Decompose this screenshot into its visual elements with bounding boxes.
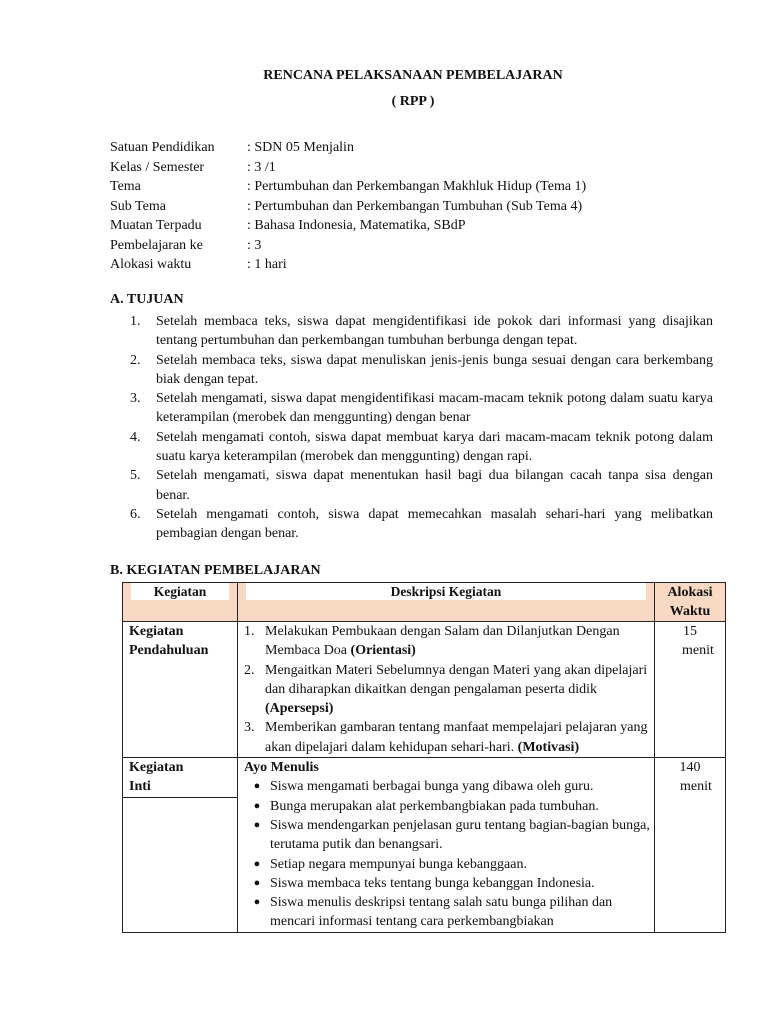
item-number: 6. — [130, 506, 141, 522]
info-value: : SDN 05 Menjalin — [247, 140, 354, 155]
table-row — [123, 758, 726, 933]
info-label: Satuan Pendidikan — [110, 140, 215, 155]
item-text: Setiap negara mempunyai bunga kebanggaan. — [270, 856, 527, 872]
item-number: 3. — [130, 391, 141, 407]
item-text: Siswa membaca teks tentang bunga kebanggan Indonesia. — [270, 875, 595, 891]
item-text: Setelah mengamati contoh, siswa dapat membuat karya dari macam-macam teknik potong dalam suatu karya keterampilan (merobek dan menggunting) dengan rapi. — [156, 429, 713, 465]
item-text: Setelah mengamati, siswa dapat mengidentifikasi macam-macam teknik potong dalam suatu karya keterampilan (merobek dan menggunting) dengan benar — [156, 391, 713, 426]
item-text — [265, 661, 654, 719]
step-text: Mengaitkan Materi Sebelumnya dengan Materi yang akan dipelajari dan diharapkan dikaitkan dengan pengalaman peserta didik — [265, 662, 648, 697]
info-value: : Bahasa Indonesia, Matematika, SBdP — [247, 218, 466, 233]
item-text: Setelah membaca teks, siswa dapat menuliskan jenis-jenis bunga sesuai dengan cara berkembang biak dengan tepat. — [156, 352, 713, 387]
time-cell — [655, 622, 726, 758]
info-value: : 3 — [247, 237, 262, 253]
steps-list — [238, 622, 654, 757]
info-row — [110, 216, 586, 236]
info-value: : Pertumbuhan dan Perkembangan Tumbuhan (Sub Tema 4) — [247, 198, 583, 214]
step-text: Melakukan Pembukaan dengan Salam dan Dilanjutkan Dengan Membaca Doa — [265, 624, 620, 659]
bullet-icon: ● — [253, 818, 261, 831]
item-text: Bunga merupakan alat perkembangbiakan pada tumbuhan. — [270, 798, 599, 814]
document-title: RENCANA PELAKSANAAN PEMBELAJARAN — [263, 68, 563, 83]
step-tag: (Apersepsi) — [265, 701, 334, 717]
bullet-icon: ● — [253, 857, 261, 870]
bullet-icon: ● — [253, 876, 261, 889]
step-tag: (Orientasi) — [350, 643, 416, 659]
list-item — [244, 893, 654, 932]
info-label: Pembelajaran ke — [110, 237, 203, 253]
step-tag: (Motivasi) — [517, 739, 580, 755]
header-alokasi-waktu — [655, 583, 726, 622]
activity-table — [122, 582, 726, 933]
list-item — [130, 505, 713, 544]
info-value: : Pertumbuhan dan Perkembangan Makhluk Hidup (Tema 1) — [247, 179, 587, 194]
bullet-icon: ● — [253, 780, 261, 793]
activity-subheading: Ayo Menulis — [244, 760, 319, 776]
info-row — [110, 255, 586, 275]
info-value: : 3 /1 — [247, 159, 276, 175]
time-unit: menit — [682, 643, 714, 659]
list-item — [244, 622, 654, 661]
info-row — [110, 158, 586, 178]
list-item — [244, 816, 654, 855]
item-number: 5. — [130, 468, 141, 484]
list-item — [130, 389, 713, 428]
phase-label: Kegiatan — [129, 760, 184, 776]
item-number: 4. — [130, 429, 141, 445]
list-item — [130, 428, 713, 467]
item-text: Setelah membaca teks, siswa dapat mengidentifikasi ide pokok dari informasi yang disajikan tentang pertumbuhan dan perkembangan tumbuhan berbunga dengan tepat. — [156, 314, 713, 349]
time-unit: menit — [680, 779, 712, 795]
item-number: 1. — [244, 624, 255, 639]
phase-label: Kegiatan — [129, 624, 184, 639]
list-item — [130, 466, 713, 505]
table-row — [123, 622, 726, 758]
phase-cell — [123, 622, 238, 758]
list-item — [244, 874, 654, 893]
item-text: Siswa mengamati berbagai bunga yang dibawa oleh guru. — [270, 779, 594, 795]
list-item — [244, 797, 654, 816]
info-row — [110, 236, 586, 256]
phase-sub-cell — [122, 797, 238, 932]
list-item — [130, 312, 713, 351]
list-item — [244, 718, 654, 757]
phase-cell — [123, 758, 238, 933]
item-text: Siswa menulis deskripsi tentang salah satu bunga pilihan dan mencari informasi tentang cara perkembangbiakan — [270, 895, 613, 930]
header-cell — [123, 583, 238, 622]
phase-label: Inti — [129, 779, 151, 795]
header-cell — [238, 583, 655, 622]
phase-label: Pendahuluan — [129, 643, 209, 659]
list-item — [244, 855, 654, 874]
time-value: 15 — [683, 624, 697, 639]
info-label: Tema — [110, 179, 141, 194]
header-waktu: Waktu — [669, 604, 711, 619]
list-item — [244, 777, 654, 796]
time-value: 140 — [679, 760, 701, 776]
list-item — [244, 661, 654, 719]
section-heading-kegiatan: B. KEGIATAN PEMBELAJARAN — [110, 563, 321, 578]
header-kegiatan: Kegiatan — [131, 583, 229, 600]
phase-label-group — [123, 758, 237, 797]
header-alokasi: Alokasi — [667, 585, 713, 600]
bullet-icon: ● — [253, 896, 261, 909]
goals-list — [130, 312, 713, 544]
info-value: : 1 hari — [247, 257, 287, 272]
step-text: Memberikan gambaran tentang manfaat mempelajari pelajaran yang akan dipelajari dalam kehidupan sehari-hari. — [265, 720, 648, 755]
info-label: Kelas / Semester — [110, 159, 205, 175]
item-text — [265, 622, 654, 661]
info-row — [110, 197, 586, 217]
item-text: Setelah mengamati, siswa dapat menentukan hasil bagi dua bilangan cacah tanpa sisa dengan benar. — [156, 468, 713, 503]
activity-bullets — [238, 777, 654, 931]
identity-block — [110, 138, 586, 275]
info-row — [110, 177, 586, 197]
info-label: Sub Tema — [110, 198, 166, 214]
item-number: 2. — [130, 352, 141, 368]
document-subtitle: ( RPP ) — [391, 94, 435, 109]
header-deskripsi: Deskripsi Kegiatan — [246, 583, 646, 600]
item-number: 2. — [244, 662, 255, 678]
section-heading-tujuan: A. TUJUAN — [110, 292, 184, 307]
description-cell — [238, 622, 655, 758]
item-text: Setelah mengamati contoh, siswa dapat memecahkan masalah sehari-hari yang melibatkan pembagian dengan benar. — [156, 506, 713, 542]
list-item — [130, 351, 713, 390]
item-number: 1. — [130, 314, 141, 329]
bullet-icon: ● — [253, 799, 261, 812]
item-text — [265, 718, 654, 757]
table-header-row — [123, 583, 726, 622]
info-label: Muatan Terpadu — [110, 218, 202, 233]
item-text: Siswa mendengarkan penjelasan guru tentang bagian-bagian bunga, terutama putik dan benangsari. — [270, 817, 650, 853]
info-row — [110, 138, 586, 158]
item-number: 3. — [244, 720, 255, 736]
description-cell — [238, 758, 655, 933]
time-cell — [655, 758, 726, 933]
info-label: Alokasi waktu — [110, 257, 192, 272]
